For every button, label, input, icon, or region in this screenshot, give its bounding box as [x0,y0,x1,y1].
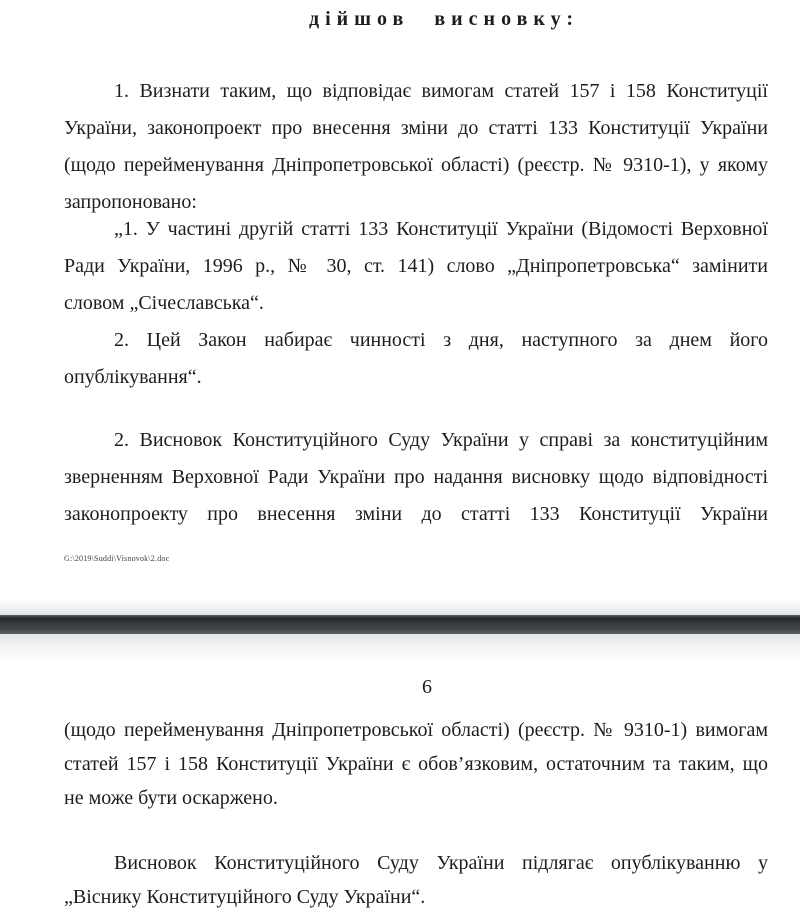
paragraph [64,217,768,328]
text-line: 2. Висновок Конституційного Суду України у справі за конституційним [114,429,768,451]
paragraph [64,428,768,539]
text-line: Висновок Конституційного Суду України підлягає опублікуванню у [114,852,768,874]
text-line: запропоновано: [64,191,197,213]
text-line: не може бути оскаржено. [64,787,278,809]
page-number: 6 [422,676,432,698]
page-separator-shadow-top [0,598,800,615]
text-line: зверненням Верховної Ради України про надання висновку щодо відповідності [64,466,768,488]
page-separator [0,615,800,634]
conclusion-heading: дійшов висновку: [308,8,580,30]
file-path-footer: G:\2019\Suddi\Visnovok\2.doc [64,554,170,563]
paragraph [64,718,768,820]
text-line: Ради України, 1996 р., № 30, ст. 141) слово „Дніпропетровська“ замінити [64,255,768,277]
text-line: словом „Січеславська“. [64,292,264,314]
text-line: „Віснику Конституційного Суду України“. [64,886,426,908]
paragraph [64,79,768,227]
text-line: (щодо перейменування Дніпропетровської області) (реєстр. № 9310-1) вимогам [64,719,768,741]
text-line: законопроекту про внесення зміни до статті 133 Конституції України [64,503,768,525]
text-line: статей 157 і 158 Конституції України є обов’язковим, остаточним та таким, що [64,753,768,775]
text-line: (щодо перейменування Дніпропетровської області) (реєстр. № 9310-1), у якому [64,154,768,176]
text-line: 2. Цей Закон набирає чинності з дня, наступного за днем його [114,329,768,351]
paragraph [64,328,768,402]
paragraph [64,851,768,919]
text-line: 1. Визнати таким, що відповідає вимогам статей 157 і 158 Конституції [114,80,768,102]
text-line: „1. У частині другій статті 133 Конституції України (Відомості Верховної [114,218,768,240]
page-separator-shadow-bottom [0,634,800,664]
text-line: України, законопроект про внесення зміни до статті 133 Конституції України [64,117,768,139]
text-line: опублікування“. [64,366,202,388]
